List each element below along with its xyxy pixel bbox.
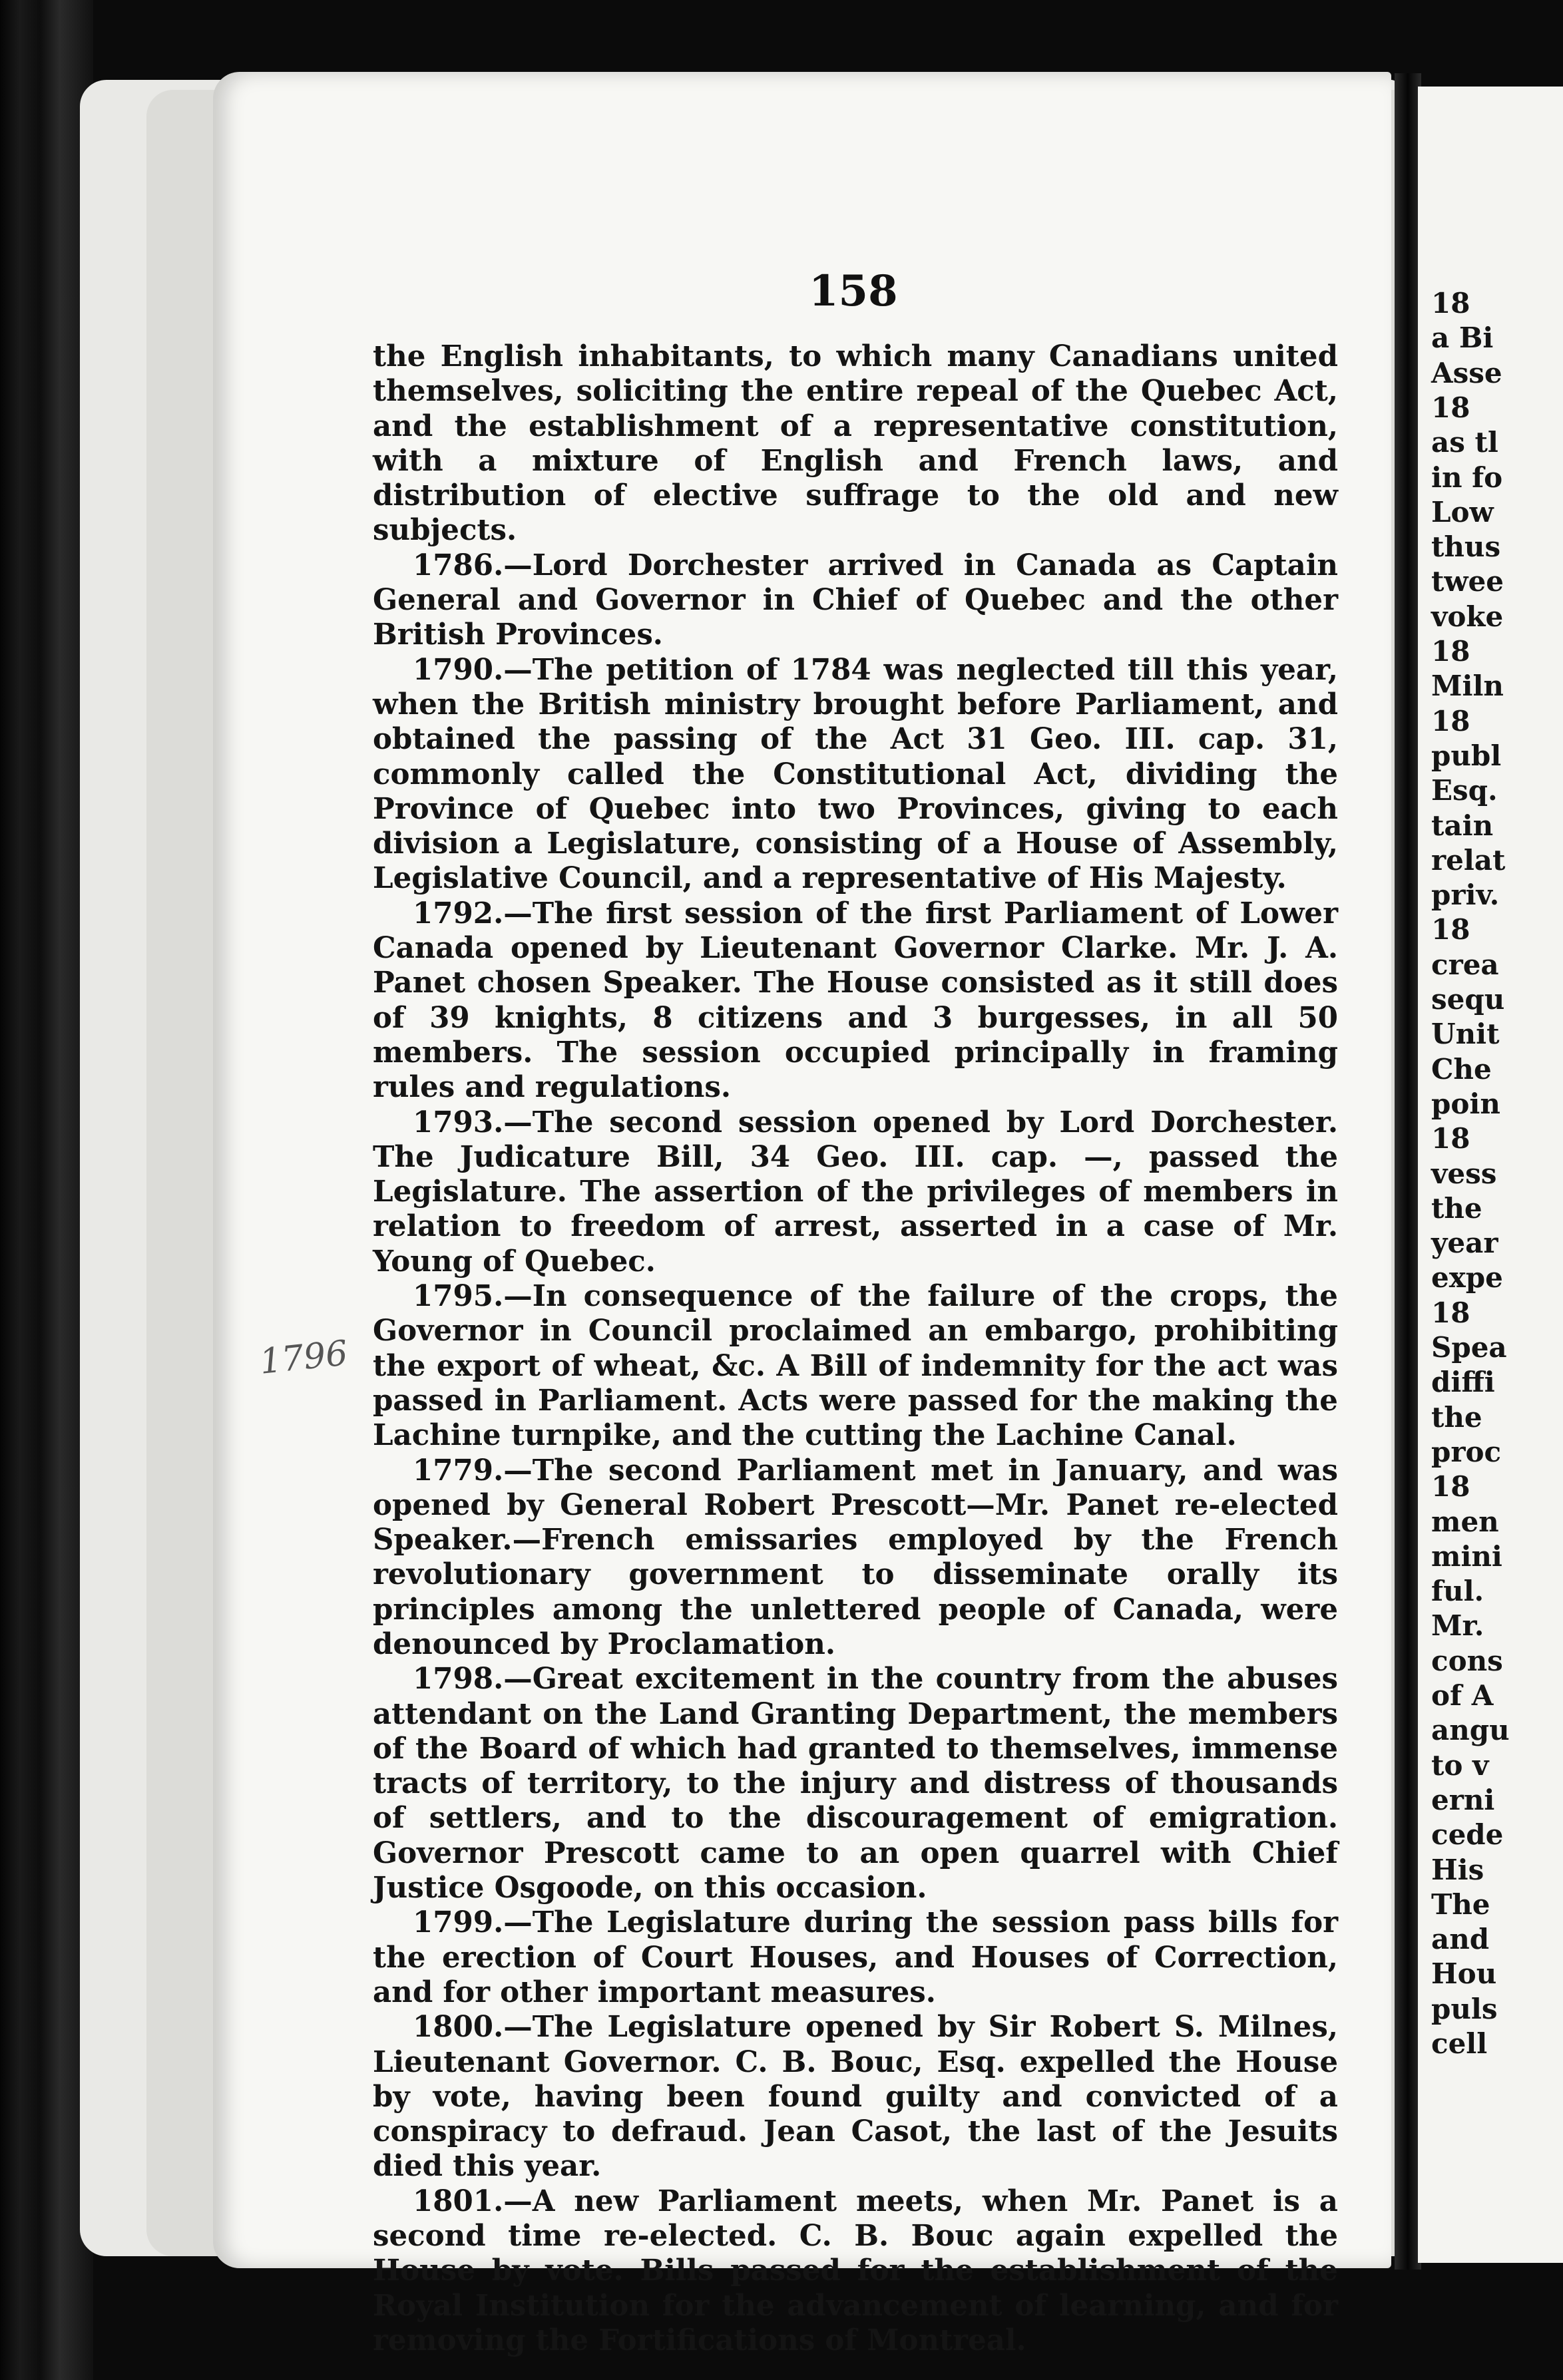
facing-page-line-fragment: Miln: [1431, 670, 1504, 703]
facing-page-line-fragment: year: [1431, 1227, 1498, 1260]
facing-page-line-fragment: ful.: [1431, 1575, 1484, 1608]
facing-page-line-fragment: as tl: [1431, 426, 1498, 459]
facing-page-line-fragment: sequ: [1431, 983, 1505, 1016]
entry-1801: 1801.—A new Parliament meets, when Mr. Panet is a second time re-elected. C. B. Bouc again expelled the House by vote. Bills passed for the establishment of the Royal Institution for the advancement of learning, and for removing the Fortifications of Montreal.: [373, 2184, 1338, 2357]
facing-page-line-fragment: expe: [1431, 1261, 1503, 1294]
facing-page-line-fragment: Hou: [1431, 1957, 1497, 1991]
facing-page-line-fragment: cede: [1431, 1818, 1504, 1852]
facing-page-line-fragment: 18: [1431, 287, 1470, 319]
facing-page-line-fragment: mini: [1431, 1539, 1502, 1573]
entry-1793: 1793.—The second session opened by Lord Dorchester. The Judicature Bill, 34 Geo. III. cap. —, passed the Legislature. The assertion of the privileges of members in relation to freedom of arrest, asserted in a case of Mr. Young of Quebec.: [373, 1105, 1338, 1279]
facing-page-line-fragment: cons: [1431, 1644, 1503, 1677]
facing-page-line-fragment: in fo: [1431, 461, 1503, 494]
facing-page-line-fragment: poin: [1431, 1087, 1500, 1120]
entry-1800: 1800.—The Legislature opened by Sir Robert S. Milnes, Lieutenant Governor. C. B. Bouc, Esq. expelled the House by vote, having been found guilty and convicted of a conspiracy to defraud. Jean Casot, the last of the Jesuits died this year.: [373, 2010, 1338, 2184]
facing-page-line-fragment: 18: [1431, 1470, 1470, 1503]
entry-1790: 1790.—The petition of 1784 was neglected till this year, when the British ministry brought before Parliament, and obtained the passing of the Act 31 Geo. III. cap. 31, commonly called the Constitutional Act, dividing the Province of Quebec into two Provinces, giving to each division a Legislature, consisting of a House of Assembly, Legislative Council, and a representative of His Majesty.: [373, 652, 1338, 896]
facing-page-line-fragment: Mr.: [1431, 1609, 1484, 1643]
facing-page-line-fragment: the: [1431, 1191, 1482, 1225]
facing-page-line-fragment: 18: [1431, 913, 1470, 946]
facing-page-line-fragment: His: [1431, 1853, 1484, 1886]
entry-1798: 1798.—Great excitement in the country from the abuses attendant on the Land Granting Department, the members of the Board of which had granted to themselves, immense tracts of territory, to the injury and distress of thousands of settlers, and to the discouragement of emigration. Governor Prescott came to an open quarrel with Chief Justice Osgoode, on this occasion.: [373, 1662, 1338, 1905]
entry-1795: 1795.—In consequence of the failure of the crops, the Governor in Council proclaimed an embargo, prohibiting the export of wheat, &c. A Bill of indemnity for the act was passed in Parliament. Acts were passed for the making the Lachine turnpike, and the cutting the Lachine Canal.: [373, 1279, 1338, 1453]
handwritten-margin-note: 1796: [258, 1333, 350, 1382]
facing-page-line-fragment: angu: [1431, 1714, 1510, 1747]
facing-page-fragment: [1418, 87, 1563, 2263]
page-number: 158: [809, 266, 898, 316]
facing-page-line-fragment: to v: [1431, 1748, 1489, 1782]
facing-page-line-fragment: twee: [1431, 565, 1504, 598]
facing-page-line-fragment: priv.: [1431, 879, 1500, 912]
entry-1792: 1792.—The first session of the first Parliament of Lower Canada opened by Lieutenant Governor Clarke. Mr. J. A. Panet chosen Speaker. The House consisted as it still does of 39 knights, 8 citizens and 3 burgesses, in all 50 members. The session occupied principally in framing rules and regulations.: [373, 896, 1338, 1105]
facing-page-line-fragment: voke: [1431, 600, 1504, 633]
facing-page-line-fragment: 18: [1431, 391, 1470, 424]
facing-page-line-fragment: a Bi: [1431, 321, 1494, 355]
facing-page-line-fragment: the: [1431, 1400, 1482, 1434]
page-body-text: [373, 339, 1338, 2358]
facing-page-line-fragment: 18: [1431, 635, 1470, 668]
facing-page-line-fragment: proc: [1431, 1435, 1502, 1468]
facing-page-line-fragment: relat: [1431, 843, 1506, 877]
entry-1779: 1779.—The second Parliament met in January, and was opened by General Robert Prescott—Mr. Panet re-elected Speaker.—French emissaries employed by the French revolutionary government to disseminate orally its principles among the unlettered people of Canada, were denounced by Proclamation.: [373, 1453, 1338, 1661]
facing-page-line-fragment: 18: [1431, 1296, 1470, 1329]
facing-page-line-fragment: tain: [1431, 809, 1494, 842]
facing-page-line-fragment: Esq.: [1431, 774, 1498, 807]
facing-page-line-fragment: vess: [1431, 1157, 1497, 1190]
facing-page-line-fragment: publ: [1431, 739, 1502, 772]
facing-page-line-fragment: erni: [1431, 1783, 1495, 1816]
facing-page-line-fragment: The: [1431, 1887, 1490, 1921]
facing-page-line-fragment: 18: [1431, 1122, 1470, 1155]
facing-page-line-fragment: Asse: [1431, 356, 1502, 389]
facing-page-line-fragment: and: [1431, 1923, 1490, 1956]
facing-page-line-fragment: puls: [1431, 1992, 1498, 2025]
facing-page-line-fragment: crea: [1431, 948, 1499, 981]
facing-page-line-fragment: Spea: [1431, 1331, 1507, 1364]
facing-page-line-fragment: men: [1431, 1505, 1499, 1538]
facing-page-line-fragment: Low: [1431, 495, 1494, 528]
paragraph-continuation: the English inhabitants, to which many Canadians united themselves, soliciting the entire repeal of the Quebec Act, and the establishment of a representative constitution, with a mixture of English and French laws, and distribution of elective suffrage to the old and new subjects.: [373, 339, 1338, 548]
book-gutter: [1395, 73, 1421, 2270]
facing-page-line-fragment: cell: [1431, 2027, 1488, 2060]
entry-1786: 1786.—Lord Dorchester arrived in Canada as Captain General and Governor in Chief of Quebec and the other British Provinces.: [373, 548, 1338, 652]
book-spine-edge: [0, 0, 93, 2380]
facing-page-line-fragment: Unit: [1431, 1018, 1500, 1051]
facing-page-line-fragment: Che: [1431, 1052, 1492, 1086]
facing-page-line-fragment: diffi: [1431, 1366, 1495, 1399]
facing-page-line-fragment: thus: [1431, 530, 1501, 564]
facing-page-line-fragment: 18: [1431, 704, 1470, 737]
entry-1799: 1799.—The Legislature during the session pass bills for the erection of Court Houses, and Houses of Correction, and for other important measures.: [373, 1905, 1338, 2009]
facing-page-line-fragment: of A: [1431, 1679, 1494, 1712]
